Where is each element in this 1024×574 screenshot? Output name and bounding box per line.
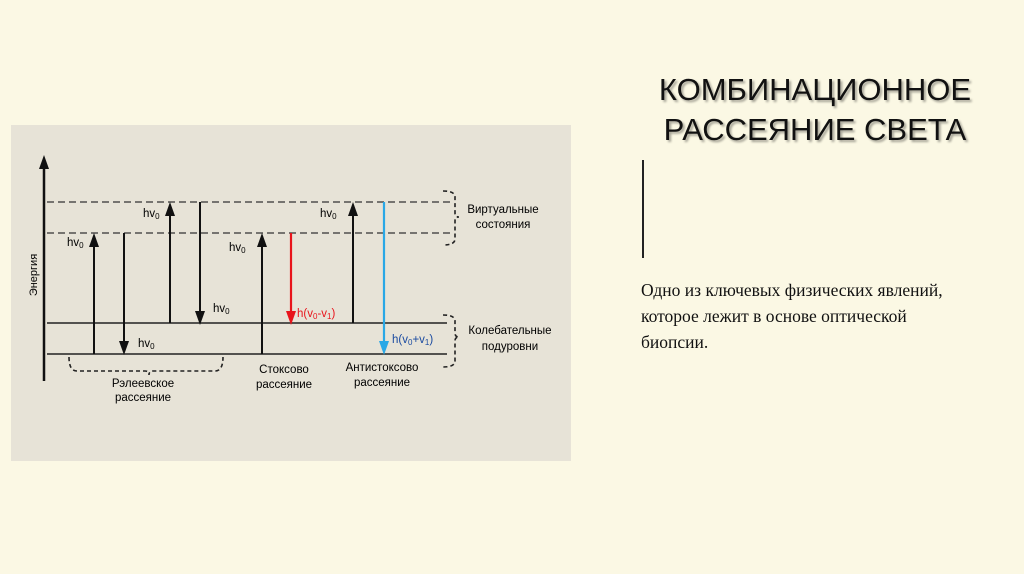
slide-title	[600, 70, 1024, 150]
antistokes-label-2: рассеяние	[353, 377, 411, 389]
arrowhead	[379, 341, 389, 355]
description-line-2: которое лежит в основе оптической	[641, 306, 907, 326]
rayleigh-label-2: рассеяние	[114, 392, 172, 404]
rayleigh-emission-label: hv0	[138, 338, 155, 351]
vibrational-levels-label-1: Колебательные	[468, 325, 552, 337]
rayleigh-label-1: Рэлеевское	[111, 378, 175, 390]
energy-level-diagram	[11, 125, 571, 461]
axis-arrowhead	[39, 155, 49, 169]
vibrational-levels-label-2: подуровни	[481, 341, 539, 353]
diagram-svg	[11, 125, 571, 461]
antistokes-emission-label: h(v0+v1)	[392, 334, 434, 347]
virtual-states-brace	[443, 191, 459, 245]
stokes-excitation-label: hv0	[229, 242, 246, 255]
arrowhead	[257, 233, 267, 247]
stokes-emission-label: h(v0-v1)	[297, 308, 336, 321]
rayleigh-brace	[69, 357, 223, 375]
description-line-1: Одно из ключевых физических явлений,	[641, 280, 943, 300]
arrowhead	[119, 341, 129, 355]
upper-excitation-label: hv0	[143, 208, 160, 221]
antistokes-label-1: Антистоксово	[345, 362, 419, 374]
virtual-states-label-1: Виртуальные	[467, 204, 539, 216]
rayleigh-excitation-label: hv0	[67, 237, 84, 250]
arrowhead	[165, 202, 175, 216]
divider-line	[642, 160, 644, 258]
title-line-1: КОМБИНАЦИОННОЕ	[658, 72, 972, 107]
antistokes-excitation-label: hv0	[320, 208, 337, 221]
axis-label: Энергия	[28, 253, 40, 297]
arrowhead	[89, 233, 99, 247]
description-text	[641, 277, 1011, 355]
arrowhead	[348, 202, 358, 216]
upper-emission-label: hv0	[213, 303, 230, 316]
title-line-2: РАССЕЯНИЕ СВЕТА	[663, 112, 967, 147]
stokes-label-2: рассеяние	[255, 379, 313, 391]
stokes-label-1: Стоксово	[259, 364, 309, 376]
description-line-3: биопсии.	[641, 332, 709, 352]
virtual-states-label-2: состояния	[475, 219, 531, 231]
